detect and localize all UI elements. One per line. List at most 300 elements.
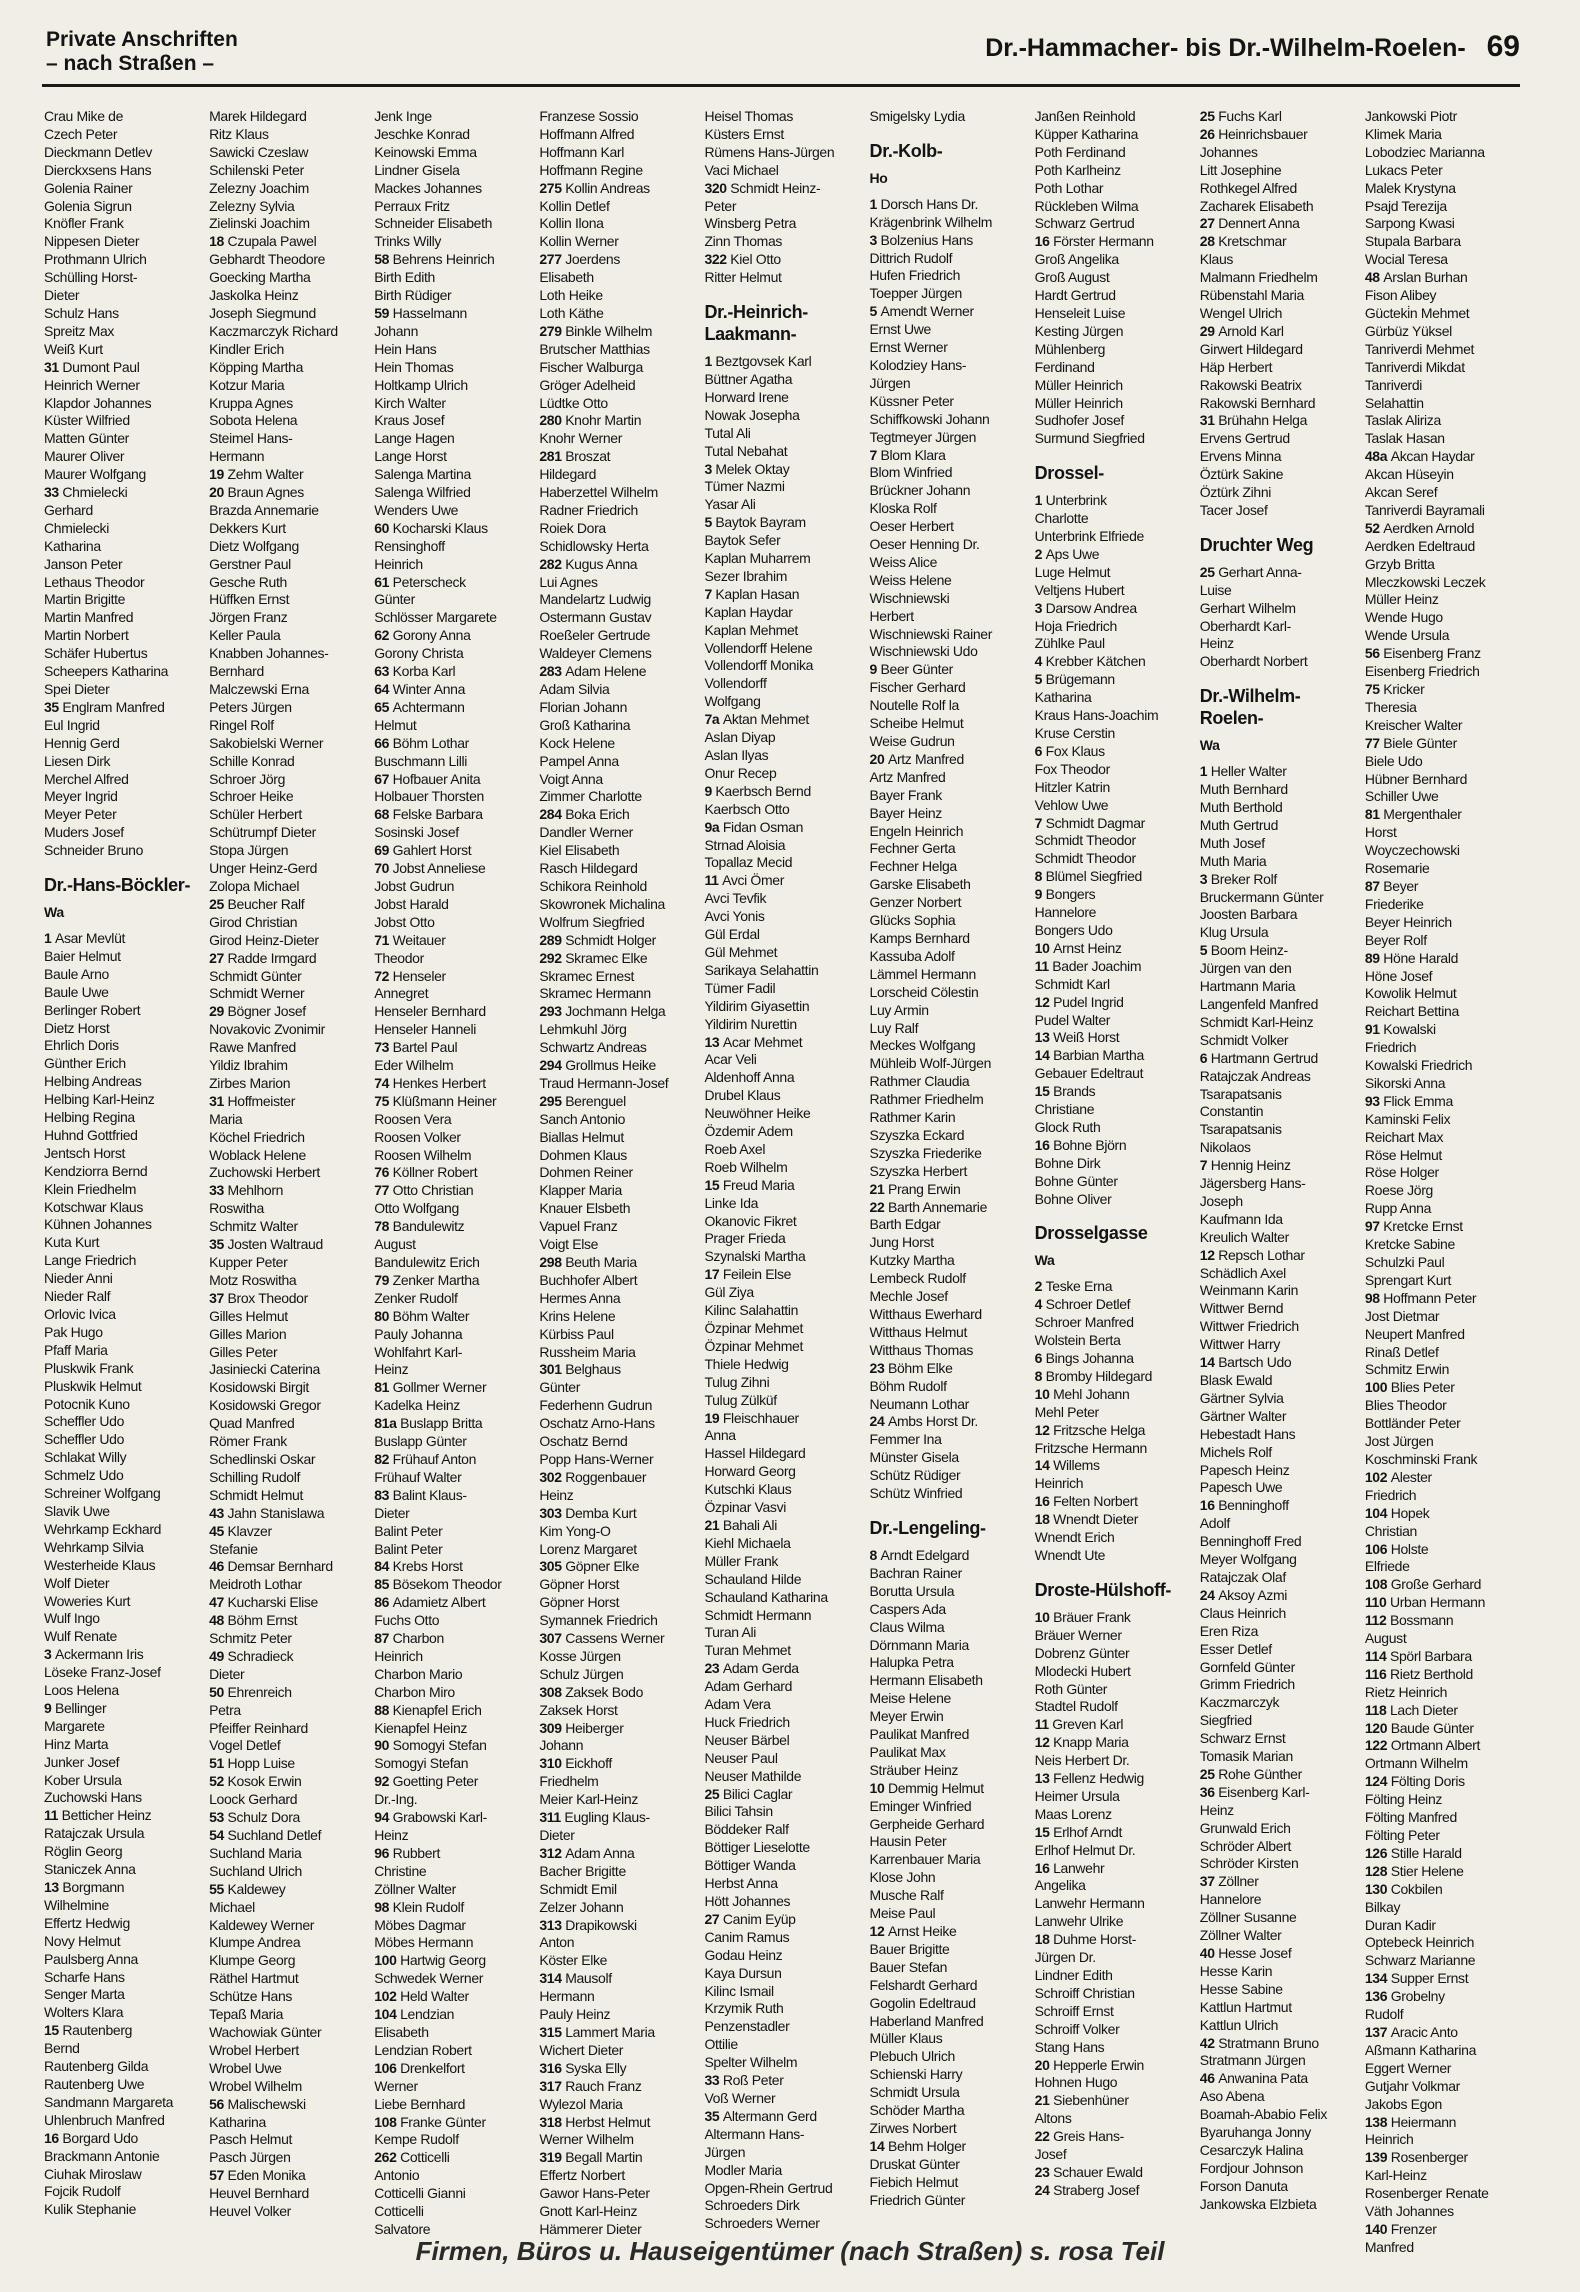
resident-name: Barbian Martha (1053, 1047, 1144, 1064)
resident-entry: Prager Frieda (704, 1230, 786, 1247)
house-number: 13 (1034, 1770, 1054, 1787)
house-number: 88 (374, 1701, 393, 1718)
resident-entry (1365, 2114, 1524, 2132)
resident-entry: Tulug Zülküf (704, 1391, 777, 1408)
resident-entry: Adam Vera (704, 1696, 771, 1713)
resident-entry: Elfriede (1364, 1558, 1410, 1575)
resident-entry: Elisabeth (374, 2023, 429, 2040)
resident-entry: Theresia (1364, 698, 1417, 715)
resident-entry (374, 1093, 533, 1111)
resident-entry: Russheim Maria (539, 1343, 636, 1360)
resident-entry: Loth Käthe (539, 304, 604, 321)
resident-name: Duhme Horst- (1053, 1931, 1137, 1948)
page-number: 69 (1486, 30, 1520, 63)
resident-name: Eden Monika (227, 2167, 306, 2184)
resident-entry (1200, 942, 1359, 960)
resident-name: Begall Martin (565, 2149, 643, 2166)
resident-entry (209, 1827, 368, 1845)
resident-entry: Zolopa Michael (209, 877, 300, 894)
house-number: 23 (869, 1359, 888, 1376)
resident-name: Schauer Ewald (1053, 2163, 1143, 2180)
house-number: 31 (209, 1092, 228, 1109)
resident-entry (1035, 1824, 1194, 1842)
resident-entry: Eisenberg Friedrich (1364, 663, 1480, 680)
resident-entry (209, 1290, 368, 1308)
resident-entry: Zelezny Sylvia (209, 197, 295, 214)
resident-name: Böhm Ernst (227, 1612, 298, 1629)
resident-entry: Wehrkamp Silvia (44, 1538, 144, 1555)
resident-entry (704, 1517, 863, 1535)
resident-entry: Pak Hugo (44, 1323, 103, 1340)
resident-entry: Heinz (539, 1486, 574, 1503)
resident-entry: Wittwer Bernd (1199, 1300, 1284, 1317)
resident-name: Rietz Berthold (1389, 1665, 1473, 1682)
resident-entry: Helbing Andreas (44, 1073, 142, 1090)
resident-entry: Fiebich Helmut (869, 2173, 959, 2190)
resident-name: Adam Gerda (722, 1660, 799, 1677)
running-title (985, 30, 1520, 64)
resident-entry: Wnendt Ute (1034, 1546, 1106, 1563)
resident-entry (1365, 1988, 1524, 2006)
resident-entry: Rinaß Detlef (1364, 1343, 1439, 1360)
resident-entry: Wulf Renate (44, 1628, 117, 1645)
resident-entry: Turan Mehmet (704, 1642, 791, 1659)
resident-entry (704, 514, 863, 532)
resident-entry: Haberzettel Wilhelm (539, 484, 658, 501)
resident-entry: Senger Marta (44, 1986, 125, 2003)
resident-name: Böhm Lothar (392, 734, 469, 751)
resident-entry: Baier Helmut (44, 947, 121, 964)
resident-name: Pudel Ingrid (1053, 993, 1124, 1010)
resident-entry: Hoffmann Karl (539, 143, 625, 160)
resident-entry: Kaya Dursun (704, 1964, 782, 1981)
resident-entry: Pluskwik Frank (44, 1359, 134, 1376)
resident-entry: Öztürk Sakine (1199, 466, 1284, 483)
resident-entry: Özpinar Vasvi (704, 1499, 786, 1516)
resident-entry: Jägersberg Hans- (1199, 1175, 1306, 1192)
house-number: 35 (704, 2107, 723, 2124)
resident-entry: Paulikat Manfred (869, 1726, 970, 1743)
resident-entry: Caspers Ada (869, 1600, 946, 1617)
resident-entry: Szyszka Herbert (869, 1162, 967, 1179)
resident-entry (1200, 1766, 1359, 1784)
house-number: 71 (374, 931, 393, 948)
resident-name: Fuchs Karl (1218, 108, 1282, 124)
resident-entry: Ervens Gertrud (1199, 430, 1290, 447)
house-number: 298 (539, 1254, 566, 1270)
resident-entry: Bauer Brigitte (869, 1940, 950, 1957)
resident-entry: Fischer Gerhard (869, 679, 966, 696)
resident-entry: Hoffmann Alfred (539, 125, 635, 142)
house-number: 283 (539, 663, 566, 680)
resident-entry: Müller Heinrich (1034, 376, 1123, 393)
resident-entry (44, 1807, 203, 1825)
resident-entry: Friedhelm (539, 1773, 599, 1790)
resident-entry: Martin Manfred (44, 609, 134, 626)
resident-entry: Stupala Barbara (1364, 233, 1461, 250)
street-heading: Druchter Weg (1199, 534, 1314, 555)
resident-entry (44, 2022, 203, 2040)
house-number: 22 (869, 1198, 888, 1215)
resident-name: Acar Mehmet (722, 1033, 803, 1050)
resident-name: Broszat (565, 448, 611, 465)
resident-name: Fölting Doris (1390, 1773, 1465, 1790)
resident-name: Goetting Peter (392, 1773, 479, 1790)
resident-entry: Schmidt Karl-Heinz (1199, 1013, 1314, 1030)
resident-entry: Ringel Rolf (209, 716, 274, 733)
resident-entry: Buschmann Lilli (374, 752, 468, 769)
resident-entry: Kamps Bernhard (869, 929, 970, 946)
resident-name: Kiel Otto (730, 251, 781, 268)
resident-entry: Kupper Peter (209, 1254, 288, 1270)
resident-entry: Böhm Rudolf (869, 1377, 947, 1394)
resident-name: Berenguel (565, 1092, 626, 1109)
resident-entry: Orlovic Ivica (44, 1306, 116, 1322)
resident-name: Zöllner (1218, 1873, 1259, 1890)
resident-entry: Knabben Johannes- (209, 645, 329, 662)
resident-entry: Voß Werner (704, 2089, 776, 2106)
resident-entry (374, 1487, 533, 1505)
resident-entry: Özpinar Mehmet (704, 1320, 804, 1336)
resident-name: Kricker (1383, 681, 1425, 697)
resident-entry: Tümer Nazmi (704, 478, 785, 495)
house-number: 112 (1364, 1612, 1390, 1629)
resident-entry: Gnott Karl-Heinz (539, 2203, 638, 2220)
house-number: 7 (704, 585, 716, 602)
resident-entry: Aldenhoff Anna (704, 1069, 795, 1086)
house-number: 289 (539, 931, 566, 948)
resident-entry: Pauly Heinz (539, 2006, 611, 2023)
resident-entry: Groß Katharina (539, 716, 631, 733)
resident-entry: Bauer Stefan (869, 1958, 948, 1975)
resident-entry (374, 681, 533, 699)
house-number: 55 (209, 1880, 228, 1897)
resident-entry: Hartmann Maria (1199, 978, 1296, 995)
resident-entry: Lindner Gisela (374, 161, 460, 178)
resident-entry: Schütz Rüdiger (869, 1467, 961, 1484)
resident-entry (374, 699, 533, 717)
resident-entry: Jörgen Franz (209, 609, 288, 626)
house-number: 77 (374, 1182, 393, 1199)
resident-entry (870, 2138, 1029, 2156)
resident-entry (539, 1003, 698, 1021)
resident-entry (374, 1075, 533, 1093)
resident-entry: Röse Helmut (1364, 1146, 1442, 1163)
house-number: 16 (1034, 233, 1054, 250)
resident-entry: Rakowski Bernhard (1199, 394, 1316, 411)
house-number: 35 (44, 698, 63, 715)
resident-entry: Toepper Jürgen (869, 285, 962, 302)
resident-entry (1035, 233, 1194, 251)
resident-name: Klüßmann Heiner (392, 1092, 497, 1109)
resident-name: Hepperle Erwin (1053, 2056, 1144, 2073)
resident-entry: Joseph (1199, 1192, 1243, 1209)
resident-entry: Schwarz Gertrud (1034, 215, 1135, 232)
resident-entry (374, 1988, 533, 2006)
resident-entry: Sakobielski Werner (209, 734, 324, 751)
resident-entry: Zelezny Joachim (209, 179, 309, 196)
resident-entry: Sudhofer Josef (1034, 412, 1124, 429)
house-number: 75 (1364, 681, 1384, 697)
house-number: 7 (869, 446, 881, 463)
resident-entry: Fordjour Johnson (1199, 2159, 1304, 2176)
house-number: 17 (704, 1266, 723, 1283)
resident-entry (539, 1917, 698, 1935)
house-number: 128 (1364, 1862, 1391, 1879)
house-number: 21 (1034, 2092, 1054, 2109)
resident-entry (209, 466, 368, 484)
resident-entry: Hassel Hildegard (704, 1445, 806, 1462)
resident-entry: Schmelz Udo (44, 1467, 124, 1484)
resident-entry: Genzer Norbert (869, 894, 962, 911)
resident-entry: Kraus Hans-Joachim (1034, 707, 1159, 724)
resident-entry: Woweries Kurt (44, 1592, 131, 1609)
house-number: 81 (374, 1379, 393, 1396)
resident-entry: Ottilie (704, 2036, 738, 2053)
resident-name: Beucher Ralf (227, 895, 305, 912)
resident-entry (1200, 763, 1359, 781)
resident-entry: Hannelore (1034, 904, 1097, 921)
resident-entry (44, 1646, 203, 1664)
resident-entry: Helbing Karl-Heinz (44, 1091, 155, 1108)
house-number: 136 (1364, 1988, 1391, 2005)
resident-entry: Dekkers Kurt (209, 519, 286, 536)
resident-entry: Brackmann Antonie (44, 2147, 160, 2164)
resident-entry: Christiane (1034, 1101, 1095, 1118)
resident-entry: Schüler Herbert (209, 806, 302, 823)
resident-entry: Zimmer Charlotte (539, 788, 642, 805)
resident-entry (374, 1773, 533, 1791)
resident-entry: Rückleben Wilma (1034, 197, 1139, 214)
resident-entry: Veltjens Hubert (1034, 581, 1125, 598)
resident-entry: Oberhardt Norbert (1199, 653, 1308, 670)
resident-entry: Blask Ewald (1199, 1372, 1273, 1388)
resident-entry: Cotticelli Gianni (374, 2185, 466, 2202)
resident-entry: Fritzsche Hermann (1034, 1439, 1147, 1456)
resident-entry: Sarpong Kwasi (1364, 215, 1455, 232)
resident-entry: Henseleit Luise (1034, 304, 1126, 321)
house-number: 27 (704, 1910, 723, 1927)
resident-entry (1200, 871, 1359, 889)
house-number: 31 (44, 358, 63, 375)
resident-entry: Tümer Fadil (704, 979, 776, 996)
resident-entry: Köpping Martha (209, 358, 304, 375)
resident-name: Mausolf (565, 1970, 612, 1987)
resident-entry: Joseph Siegmund (209, 304, 316, 321)
resident-entry: Roosen Vera (374, 1110, 452, 1127)
resident-entry: Baule Arno (44, 965, 109, 982)
resident-entry: Zühlke Paul (1034, 635, 1105, 652)
resident-entry: Schmidt Werner (209, 985, 305, 1002)
house-number: 137 (1364, 2023, 1391, 2040)
house-number: 3 (1034, 599, 1046, 616)
resident-entry (209, 1093, 368, 1111)
house-number: 70 (374, 860, 393, 877)
resident-entry: Bayer Frank (869, 786, 942, 803)
resident-entry: Heisel Thomas (704, 108, 793, 124)
house-number: 104 (374, 2006, 401, 2023)
house-number: 73 (374, 1039, 393, 1056)
resident-entry: Rosemarie (1364, 860, 1430, 877)
resident-entry (1200, 412, 1359, 430)
house-number: 96 (374, 1844, 393, 1861)
resident-entry: Wischniewski (869, 589, 950, 606)
resident-entry: Spelter Wilhelm (704, 2054, 798, 2071)
resident-name: Hasselmann (392, 304, 467, 321)
resident-entry: Kaerbsch Otto (704, 800, 790, 817)
resident-entry: Grzyb Britta (1364, 555, 1435, 572)
resident-entry (1035, 1047, 1194, 1065)
house-number: 284 (539, 806, 566, 823)
resident-entry: Buslapp Günter (374, 1433, 467, 1450)
resident-entry: Bachran Rainer (869, 1564, 962, 1581)
resident-entry: Zenker Rudolf (374, 1289, 458, 1306)
resident-entry (1035, 1931, 1194, 1949)
resident-entry: Schulzki Paul (1364, 1254, 1445, 1270)
resident-entry: Luge Helmut (1034, 563, 1111, 580)
resident-entry: Knöfler Frank (44, 215, 124, 232)
street-heading: Dr.-Lengeling- (869, 1517, 986, 1538)
resident-entry: Schröder Albert (1199, 1837, 1292, 1854)
resident-entry (374, 1809, 533, 1827)
house-number: 139 (1364, 2149, 1391, 2166)
house-number: 21 (869, 1180, 888, 1197)
directory-column-1 (44, 108, 203, 2218)
resident-entry: Adolf (1199, 1515, 1230, 1532)
resident-entry (539, 1558, 698, 1576)
resident-entry: Topallaz Mecid (704, 854, 793, 871)
resident-entry: Balint Peter (374, 1540, 443, 1557)
house-number: 295 (539, 1092, 566, 1109)
resident-entry: Katharina (209, 2113, 266, 2130)
section-title-line1: Private Anschriften (46, 28, 238, 51)
resident-entry: Kürbiss Paul (539, 1325, 614, 1342)
house-number: 20 (869, 750, 888, 767)
resident-entry (1035, 1860, 1194, 1878)
resident-entry: Sosinski Josef (374, 824, 459, 841)
resident-entry: Weiss Alice (869, 553, 938, 570)
resident-entry: Johann (374, 322, 419, 339)
house-number: 24 (1199, 1586, 1219, 1603)
resident-entry: Kowolik Helmut (1364, 985, 1457, 1002)
resident-entry: Heuvel Bernhard (209, 2185, 309, 2202)
resident-entry: Jakobs Egon (1364, 2095, 1442, 2112)
resident-entry: Altermann Hans- (704, 2125, 805, 2142)
resident-entry (1035, 1350, 1194, 1368)
resident-name: Ambs Horst Dr. (887, 1413, 978, 1430)
resident-entry: Scheepers Katharina (44, 663, 169, 680)
resident-name: Biele Günter (1383, 734, 1457, 751)
resident-entry: Schneider Bruno (44, 842, 144, 859)
resident-name: Rubbert (392, 1844, 440, 1861)
house-number: 322 (704, 251, 731, 268)
resident-entry: Klug Ursula (1199, 924, 1269, 941)
resident-entry: Kruse Cerstin (1034, 725, 1115, 741)
resident-entry: Novakovic Zvonimir (209, 1021, 325, 1038)
house-number: 24 (869, 1413, 888, 1430)
resident-entry: Gilles Peter (209, 1343, 278, 1360)
resident-entry: Bohne Oliver (1034, 1190, 1112, 1207)
resident-entry (374, 771, 533, 789)
resident-name: Dennert Anna (1218, 215, 1300, 232)
house-number: 11 (1034, 957, 1053, 974)
resident-entry (1035, 2164, 1194, 2182)
house-number: 16 (1034, 1859, 1054, 1876)
resident-entry: Esser Detlef (1199, 1640, 1272, 1657)
resident-entry: Küsters Ernst (704, 125, 784, 142)
resident-entry (1200, 2070, 1359, 2088)
house-number: 46 (1199, 2070, 1219, 2087)
resident-entry: Scheibe Helmut (869, 715, 964, 732)
resident-entry: Suchland Ulrich (209, 1862, 302, 1879)
resident-entry: Garske Elisabeth (869, 876, 971, 893)
resident-name: Hopek (1390, 1504, 1430, 1521)
resident-entry: Bruckermann Günter (1199, 888, 1324, 905)
resident-entry: Schwartz Andreas (539, 1039, 647, 1056)
resident-name: Heller Walter (1210, 763, 1287, 780)
resident-entry: Brazda Annemarie (209, 501, 319, 518)
resident-entry: Hüffken Ernst (209, 591, 290, 608)
resident-name: Demba Kurt (565, 1504, 637, 1521)
resident-entry (704, 180, 863, 198)
house-number: 48 (1364, 269, 1384, 286)
resident-entry: Jankowska Elzbieta (1199, 2195, 1317, 2212)
resident-entry (1035, 1770, 1194, 1788)
resident-name: Alester (1390, 1468, 1432, 1485)
resident-entry (1035, 958, 1194, 976)
resident-entry: Lämmel Hermann (869, 965, 976, 982)
resident-entry: Schienski Harry (869, 2066, 963, 2083)
resident-name: Jochmann Helga (565, 1003, 666, 1020)
resident-entry (1365, 1218, 1524, 1236)
resident-entry: Müller Heinz (1364, 591, 1439, 608)
resident-entry: Malmann Friedhelm (1199, 269, 1318, 286)
resident-entry (374, 2006, 533, 2024)
resident-name: Bösekom Theodor (392, 1576, 502, 1593)
resident-entry: Loth Heike (539, 287, 603, 304)
house-number: 11 (44, 1807, 62, 1824)
resident-entry (704, 1034, 863, 1052)
resident-entry: Roeb Wilhelm (704, 1158, 788, 1175)
resident-entry: Claus Wilma (869, 1618, 945, 1635)
resident-entry: Birth Edith (374, 269, 435, 286)
resident-entry: Strnad Aloisia (704, 836, 786, 853)
house-number: 26 (1199, 125, 1219, 142)
resident-entry (1365, 1093, 1524, 1111)
resident-name: Schmidt Holger (565, 931, 656, 948)
resident-entry: Günther Erich (44, 1055, 126, 1072)
resident-entry (1035, 492, 1194, 510)
house-number: 19 (209, 466, 228, 483)
resident-entry: Kaplan Muharrem (704, 550, 811, 567)
resident-name: Kugus Anna (565, 555, 638, 572)
resident-entry (374, 1164, 533, 1182)
house-number: 27 (1199, 215, 1219, 232)
house-number: 75 (374, 1092, 393, 1109)
house-number: 12 (1034, 1734, 1054, 1751)
house-number: 282 (539, 555, 566, 572)
resident-entry: Aßmann Katharina (1364, 2041, 1477, 2058)
house-number: 7 (1034, 814, 1046, 831)
resident-entry: Meise Helene (869, 1690, 951, 1707)
resident-name: Schmidt Dagmar (1045, 814, 1145, 831)
resident-entry (539, 1093, 698, 1111)
house-number: 106 (1364, 1540, 1391, 1557)
resident-name: Eisenberg Franz (1383, 645, 1481, 662)
resident-entry: Stefanie (209, 1540, 258, 1557)
resident-entry: Gerstner Paul (209, 555, 291, 572)
resident-entry: Kosidowski Gregor (209, 1397, 321, 1414)
